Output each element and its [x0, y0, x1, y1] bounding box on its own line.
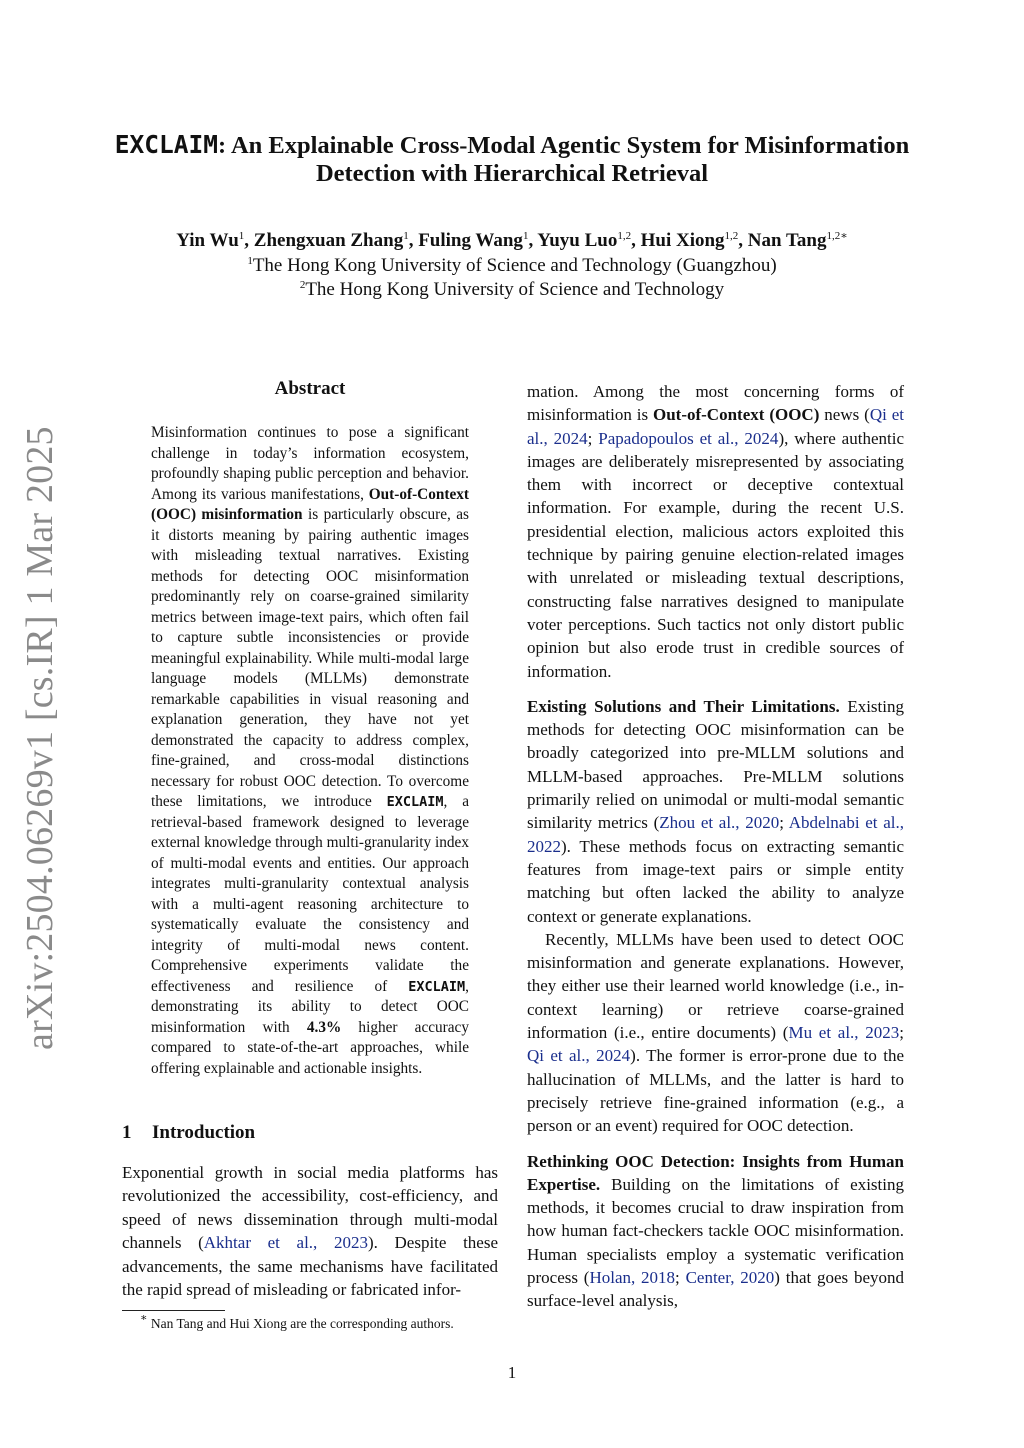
paragraph: Rethinking OOC Detection: Insights from Human Expertise. Building on the limitations of existing methods, it becomes crucial to draw inspiration from how human fact-checkers tackle OOC misinformation. Human specialists employ a systematic verification process (Holan, 2018; Center, 2020) that goes beyond surface-level analysis, [527, 1151, 905, 1311]
run-in-heading: Existing Solutions and Their Limitations. [527, 696, 840, 716]
section-heading-introduction: 1 Introduction [122, 1122, 256, 1143]
paragraph: Existing Solutions and Their Limitations. Existing methods for detecting OOC misinformation can be broadly categorized into pre-MLLM solutions and MLLM-based approaches. Pre-MLLM solutions primarily relied on unimodal or multi-modal semantic similarity metrics (Zhou et al., 2020; Abdelnabi et al., 2022). These methods focus on extracting semantic features from image-text pairs or simple entity matching but often lacked the ability to analyze context or generate explanations. [527, 696, 904, 926]
paragraph: Recently, MLLMs have been used to detect OOC misinformation and generate explanations. However, they either use their learned world knowledge (i.e., in-context learning) or retrieve coarse-grained information (i.e., entire documents) (Mu et al., 2023; Qi et al., 2024). The former is error-prone due to the hallucination of MLLMs, and the latter is hard to precisely retrieve fine-grained information (e.g., a person or an event) required for OOC detection. [527, 929, 905, 1136]
abstract-heading: Abstract [274, 378, 346, 399]
title-text: : An Explainable Cross-Modal Agentic System for Misinformation Detection with Hierarchical Retrieval [218, 132, 910, 187]
affiliation-2: $^2$The Hong Kong University of Science and Technology [299, 279, 725, 300]
right-column [527, 380, 904, 1325]
author: Fuling Wang [418, 230, 523, 251]
footnote-rule [122, 1310, 225, 1311]
citation-link[interactable]: Akhtar et al., 2023 [203, 1233, 368, 1253]
run-in-heading: Rethinking OOC Detection: Insights from Human Expertise. [527, 1151, 904, 1194]
author: Zhengxuan Zhang [253, 230, 404, 251]
paragraph: mation. Among the most concerning forms of misinformation is Out-of-Context (OOC) news (Qi et al., 2024; Papadopoulos et al., 2024), where authentic images are deliberately misrepresented by associating them with incorrect or deceptive contextual information. For example, during the recent U.S. presidential election, malicious actors exploited this technique by pairing genuine election-related images with unrelated or misleading textual descriptions, constructing false narratives designed to manipulate voter perceptions. Such tactics not only distort public opinion but also erode trust in credible sources of information. [527, 382, 904, 681]
footnote: ∗ Nan Tang and Hui Xiong are the corresponding authors. [140, 1312, 454, 1331]
page-number: 1 [507, 1363, 517, 1382]
citation-link[interactable]: Qi et al., 2024 [527, 1046, 631, 1066]
author: Hui Xiong [640, 230, 725, 251]
abstract-body: Misinformation continues to pose a significant challenge in today’s information ecosystem, profoundly shaping public perception and behavior. Among its various manifestations, Out-of-Context (OOC) misinformation is particularly obscure, as it distorts meaning by pairing authentic images with misleading textual narratives. Existing methods for detecting OOC misinformation predominantly rely on coarse-grained similarity metrics between image-text pairs, which often fail to capture subtle inconsistencies or provide meaningful explainability. While multi-modal large language models (MLLMs) demonstrate remarkable capabilities in visual reasoning and explanation generation, they have not yet demonstrated the capacity to address complex, fine-grained, and cross-modal distinctions necessary for robust OOC detection. To overcome these limitations, we introduce EXCLAIM, a retrieval-based framework designed to leverage external knowledge through multi-granularity index of multi-modal events and entities. Our approach integrates multi-granularity contextual analysis with a multi-agent reasoning architecture to systematically evaluate the consistency and integrity of multi-modal news content. Comprehensive experiments validate the effectiveness and resilience of EXCLAIM, demonstrating its ability to detect OOC misinformation with 4.3% higher accuracy compared to state-of-the-art approaches, while offering explainable and actionable insights. [151, 424, 470, 1077]
paper-title [100, 131, 924, 188]
system-name: EXCLAIM [114, 130, 219, 159]
author: Yin Wu [176, 230, 239, 251]
citation-link[interactable]: Papadopoulos et al., 2024 [598, 428, 779, 448]
author: Yuyu Luo [537, 230, 618, 251]
affiliation-1: $^1$The Hong Kong University of Science and Technology (Guangzhou) [247, 255, 777, 276]
introduction-paragraph: Exponential growth in social media platforms has revolutionized the accessibility, cost-efficiency, and speed of news dissemination through multi-modal channels (Akhtar et al., 2023). Despite these advancements, the same mechanisms have facilitated the rapid spread of misleading or fabricated infor- [122, 1163, 498, 1300]
arxiv-sidebar-stamp: arXiv:2504.06269v1 [cs.IR] 1 Mar 2025 [19, 426, 61, 1050]
citation-link[interactable]: Abdelnabi et al., 2022 [527, 813, 904, 856]
author: Nan Tang [747, 230, 827, 251]
citation-link[interactable]: Qi et al., 2024 [527, 405, 904, 448]
citation-link[interactable]: Mu et al., 2023 [788, 1023, 900, 1043]
citation-link[interactable]: Zhou et al., 2020 [659, 813, 780, 833]
author-list: Yin Wu$^1$, Zhengxuan Zhang$^1$, Fuling Wang$^1$, Yuyu Luo$^{1,2}$, Hui Xiong$^{1,2}$, Nan Tang$^{1,2∗}$ [176, 230, 848, 251]
citation-link[interactable]: Holan, 2018 [589, 1267, 676, 1287]
citation-link[interactable]: Center, 2020 [685, 1267, 775, 1287]
